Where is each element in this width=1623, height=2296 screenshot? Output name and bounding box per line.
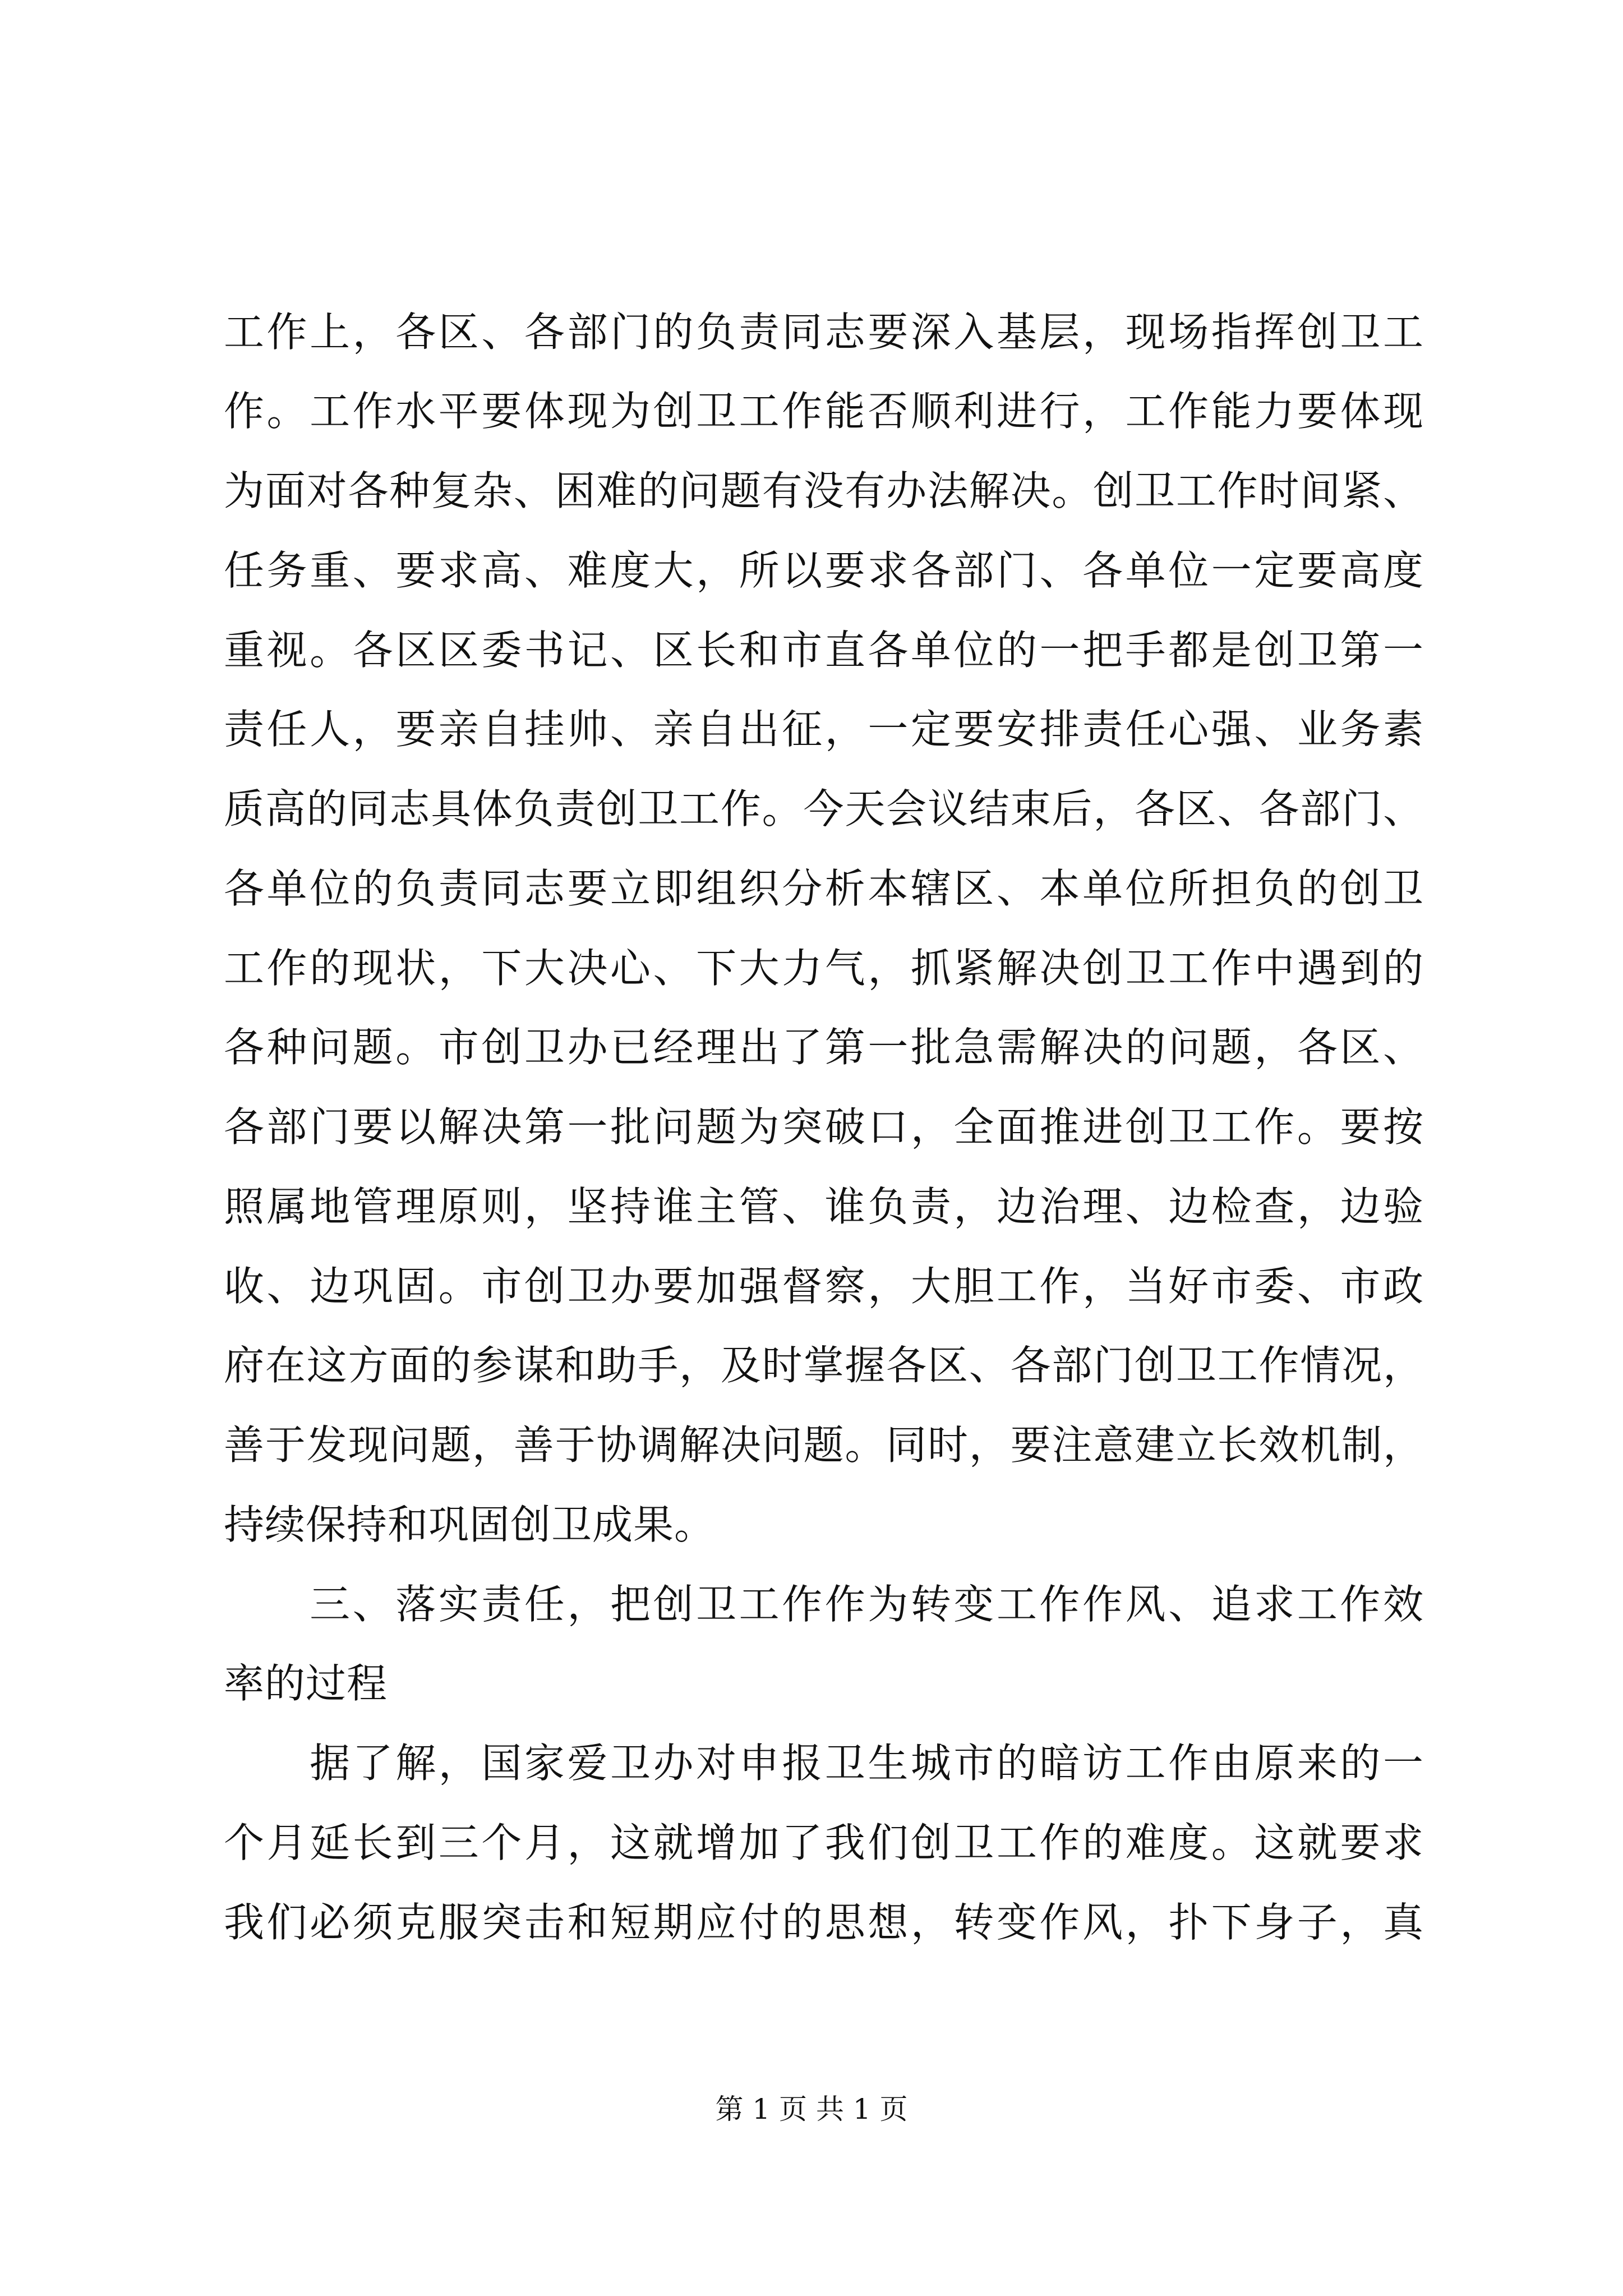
text-line: 各单位的负责同志要立即组织分析本辖区、本单位所担负的创卫 xyxy=(224,865,1424,912)
text-line: 工作上，各区、各部门的负责同志要深入基层，现场指挥创卫工 xyxy=(224,309,1424,356)
text-line: 我们必须克服突击和短期应付的思想，转变作风，扑下身子，真 xyxy=(224,1899,1424,1946)
text-line: 收、边巩固。市创卫办要加强督察，大胆工作，当好市委、市政 xyxy=(224,1263,1424,1310)
text-line: 持续保持和巩固创卫成果。 xyxy=(224,1501,716,1548)
text-line: 为面对各种复杂、困难的问题有没有办法解决。创卫工作时间紧、 xyxy=(224,467,1424,514)
text-line: 个月延长到三个月，这就增加了我们创卫工作的难度。这就要求 xyxy=(224,1819,1424,1866)
text-line: 善于发现问题，善于协调解决问题。同时，要注意建立长效机制， xyxy=(224,1421,1424,1469)
text-line: 府在这方面的参谋和助手，及时掌握各区、各部门创卫工作情况， xyxy=(224,1342,1424,1389)
text-line: 照属地管理原则，坚持谁主管、谁负责，边治理、边检查，边验 xyxy=(224,1183,1424,1230)
text-line: 质高的同志具体负责创卫工作。今天会议结束后，各区、各部门、 xyxy=(224,785,1424,832)
text-line: 任务重、要求高、难度大，所以要求各部门、各单位一定要高度 xyxy=(224,547,1424,594)
text-line: 各部门要以解决第一批问题为突破口，全面推进创卫工作。要按 xyxy=(224,1103,1424,1151)
text-line: 责任人，要亲自挂帅、亲自出征，一定要安排责任心强、业务素 xyxy=(224,706,1424,753)
section-heading-line: 三、落实责任，把创卫工作作为转变工作作风、追求工作效 xyxy=(224,1581,1424,1628)
text-line: 作。工作水平要体现为创卫工作能否顺利进行，工作能力要体现 xyxy=(224,388,1424,435)
text-line: 重视。各区区委书记、区长和市直各单位的一把手都是创卫第一 xyxy=(224,627,1424,674)
text-line: 据了解，国家爱卫办对申报卫生城市的暗访工作由原来的一 xyxy=(224,1740,1424,1787)
text-line: 各种问题。市创卫办已经理出了第一批急需解决的问题，各区、 xyxy=(224,1024,1424,1071)
section-heading-line: 率的过程 xyxy=(224,1660,388,1707)
page-footer: 第 1 页 共 1 页 xyxy=(715,2093,908,2125)
text-line: 工作的现状，下大决心、下大力气，抓紧解决创卫工作中遇到的 xyxy=(224,945,1424,992)
